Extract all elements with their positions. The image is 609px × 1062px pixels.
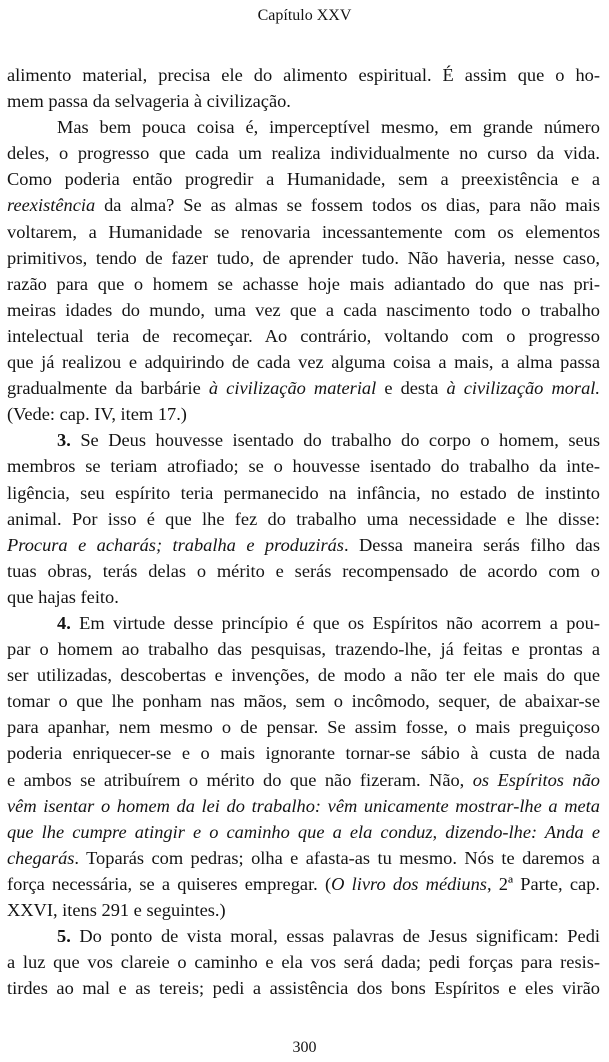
- text-run: meiras idades do mundo, uma vez que a cada nascimento todo o trabalho: [7, 299, 600, 320]
- text-run: que já realizou e adquirindo de cada vez alguma coisa a mais, a alma passa: [7, 352, 600, 373]
- italic-text: à civilização material: [208, 378, 377, 399]
- text-run: e desta: [376, 378, 447, 399]
- text-run: razão para que o homem se achasse hoje mais adiantado do que nas pri-: [7, 273, 600, 294]
- text-run: Em virtude desse princípio é que os Espíritos não acorrem a pou-: [70, 612, 600, 633]
- text-line: [7, 819, 600, 845]
- text-line: [7, 349, 600, 375]
- text-line: [7, 401, 600, 427]
- text-line: [7, 88, 600, 114]
- text-run: a luz que vos clareie o caminho e ela vos será dada; pedi forças para resis-: [7, 952, 600, 973]
- text-line: [7, 662, 600, 688]
- text-run: ligência, seu espírito teria permanecido na infância, no estado de instinto: [7, 482, 600, 503]
- text-run: XXVI, itens 291 e seguintes.): [7, 900, 226, 920]
- text-line: [7, 845, 600, 871]
- item-number: 3.: [57, 430, 71, 451]
- text-run: animal. Por isso é que lhe fez do trabalho uma necessidade e lhe disse:: [7, 508, 600, 529]
- item-number: 5.: [57, 926, 71, 947]
- text-line: [7, 767, 600, 793]
- text-line: [7, 558, 600, 584]
- text-line: [7, 923, 600, 949]
- italic-text: à civilização moral.: [446, 378, 600, 399]
- italic-text: reexistência: [7, 195, 96, 216]
- text-run: tuas obras, terás delas o mérito e serás recompensado de acordo com o: [7, 560, 600, 581]
- text-run: poderia enriquecer-se e o mais ignorante tornar-se sábio à custa de nada: [7, 743, 600, 764]
- item-number: 4.: [57, 612, 71, 633]
- text-line: [7, 740, 600, 766]
- italic-text: Procura e acharás; trabalha e produzirás: [7, 534, 344, 555]
- text-run: deles, o progresso que cada um realiza individualmente no curso da vida.: [7, 143, 600, 164]
- text-run: mem passa da selvageria à civilização.: [7, 91, 291, 112]
- text-run: . Dessa maneira serás filho das: [343, 534, 600, 555]
- text-run: força necessária, se a quiseres empregar. (: [7, 873, 332, 894]
- text-run: e ambos se atribuírem o mérito do que não fizeram. Não,: [7, 769, 473, 790]
- text-run: da alma? Se as almas se fossem todos os dias, para não mais: [95, 195, 600, 216]
- text-line: [7, 140, 600, 166]
- text-run: . Toparás com pedras; olha e afasta-as tu mesmo. Nós te daremos a: [74, 847, 600, 868]
- text-line: [7, 427, 600, 453]
- text-run: tirdes ao mal e as tereis; pedi a assistência dos bons Espíritos e eles virão: [7, 978, 600, 999]
- italic-text: chegarás: [7, 847, 75, 868]
- text-run: primitivos, tendo de fazer tudo, de aprender tudo. Não haveria, nesse caso,: [7, 247, 600, 268]
- text-run: alimento material, precisa ele do alimento espiritual. É assim que o ho-: [7, 65, 600, 85]
- text-line: [7, 714, 600, 740]
- text-line: [7, 166, 600, 192]
- text-line: [7, 114, 600, 140]
- text-run: Do ponto de vista moral, essas palavras de Jesus significam: Pedi: [70, 926, 600, 947]
- text-line: [7, 871, 600, 897]
- text-line: [7, 297, 600, 323]
- text-line: [7, 245, 600, 271]
- text-line: [7, 949, 600, 975]
- text-line: [7, 975, 600, 1001]
- text-line: [7, 532, 600, 558]
- text-run: que hajas feito.: [7, 586, 119, 607]
- text-line: [7, 688, 600, 714]
- text-line: [7, 271, 600, 297]
- text-run: par o homem ao trabalho das pesquisas, trazendo-lhe, já feitas e prontas a: [7, 639, 600, 660]
- text-run: gradualmente da barbárie: [7, 378, 209, 399]
- text-run: Mas bem pouca coisa é, imperceptível mesmo, em grande número: [57, 117, 600, 138]
- text-run: tomar o que lhe ponham nas mãos, sem o incômodo, sequer, de abaixar-se: [7, 691, 600, 712]
- italic-text: vêm isentar o homem da lei do trabalho: vêm unicamente mostrar-lhe a meta: [7, 795, 600, 816]
- text-line: [7, 506, 600, 532]
- text-run: intelectual teria de recomeçar. Ao contrário, voltando com o progresso: [7, 325, 600, 346]
- text-line: [7, 192, 600, 218]
- text-line: [7, 480, 600, 506]
- running-header: Capítulo XXV: [257, 7, 352, 24]
- text-line: [7, 375, 600, 401]
- italic-text: que lhe cumpre atingir e o caminho que a ela conduz, dizendo-lhe: Anda e: [7, 821, 600, 842]
- italic-text: os Espíritos não: [472, 769, 600, 790]
- text-run: Como poderia então progredir a Humanidade, sem a preexistência e a: [7, 169, 600, 190]
- text-run: para apanhar, nem mesmo o de pensar. Se assim fosse, o mais preguiçoso: [7, 717, 600, 738]
- italic-text: O livro dos médiuns: [331, 873, 487, 894]
- text-line: [7, 62, 600, 88]
- page-body-text: [7, 62, 600, 1001]
- text-line: [7, 323, 600, 349]
- text-run: ser utilizadas, descobertas e invenções, de modo a não ter ele mais do que: [7, 665, 600, 686]
- text-run: membros se teriam atrofiado; se o houvesse isentado do trabalho da inte-: [7, 456, 600, 477]
- text-run: Se Deus houvesse isentado do trabalho do corpo o homem, seus: [70, 430, 600, 451]
- page-number: 300: [292, 1039, 317, 1056]
- text-run: , 2ª Parte, cap.: [486, 873, 600, 894]
- text-run: (Vede: cap. IV, item 17.): [7, 404, 187, 425]
- text-line: [7, 453, 600, 479]
- text-line: [7, 219, 600, 245]
- text-line: [7, 793, 600, 819]
- text-run: voltarem, a Humanidade se renovaria incessantemente com os elementos: [7, 221, 600, 242]
- text-line: [7, 584, 600, 610]
- text-line: [7, 897, 600, 923]
- text-line: [7, 636, 600, 662]
- text-line: [7, 610, 600, 636]
